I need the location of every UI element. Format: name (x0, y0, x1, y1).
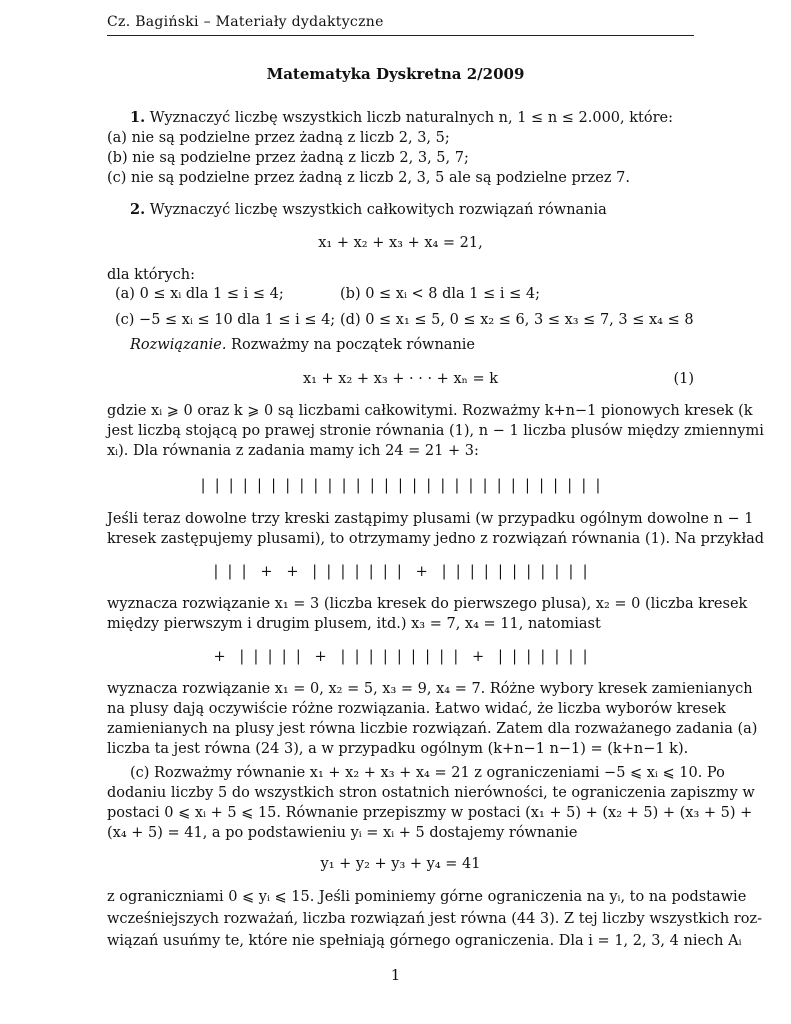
problem2-equation: x₁ + x₂ + x₃ + x₄ = 21, (318, 235, 483, 251)
problem1-intro (130, 108, 694, 128)
bars-diagram-2: | | | + + | | | | | | | + | | | | | | | | | | | (213, 564, 588, 580)
equation-2: y₁ + y₂ + y₃ + y₄ = 41 (320, 856, 481, 872)
paragraph-line: postaci 0 ⩽ xᵢ + 5 ⩽ 15. Równanie przepiszmy w postaci (x₁ + 5) + (x₂ + 5) + (x₃ + 5) + (107, 805, 753, 821)
problem2-intro-text: Wyznaczyć liczbę wszystkich całkowitych rozwiązań równania (149, 202, 607, 218)
paragraph-line: (c) Rozważmy równanie x₁ + x₂ + x₃ + x₄ = 21 z ograniczeniami −5 ⩽ xᵢ ⩽ 10. Po (130, 765, 725, 781)
document-title: Matematyka Dyskretna 2/2009 (266, 65, 525, 83)
paragraph-line: (x₄ + 5) = 41, a po podstawieniu yᵢ = xᵢ + 5 dostajemy równanie (107, 825, 578, 841)
bars-diagram-3: + | | | | | + | | | | | | | | | + | | | | | | | (213, 649, 588, 665)
header-rule (107, 35, 694, 36)
problem2-number: 2. (130, 201, 146, 218)
paragraph-line: kresek zastępujemy plusami), to otrzymamy jedno z rozwiązań równania (1). Na przykład (107, 531, 765, 547)
paragraph-line: między pierwszym i drugim plusem, itd.) x₃ = 7, x₄ = 11, natomiast (107, 616, 601, 632)
problem1-c: (c) nie są podzielne przez żadną z liczb 2, 3, 5 ale są podzielne przez 7. (107, 170, 630, 186)
bars-diagram-1: | | | | | | | | | | | | | | | | | | | | | | | | | | | | | (200, 478, 601, 494)
paragraph-line: liczba ta jest równa (24 3), a w przypadku ogólnym (k+n−1 n−1) = (k+n−1 k). (107, 741, 689, 757)
solution-intro-text: Rozważmy na początek równanie (231, 337, 476, 353)
paragraph-line: wiązań usuńmy te, które nie spełniają górnego ograniczenia. Dla i = 1, 2, 3, 4 niech Aᵢ (107, 933, 742, 949)
solution-label: Rozwiązanie. (130, 337, 227, 353)
paragraph-line: jest liczbą stojącą po prawej stronie równania (1), n − 1 liczba plusów między zmiennymi (107, 423, 764, 439)
paragraph-line: dodaniu liczby 5 do wszystkich stron ostatnich nierówności, te ograniczenia zapiszmy w (107, 785, 755, 801)
paragraph-line: z ograniczniami 0 ⩽ yᵢ ⩽ 15. Jeśli pominiemy górne ograniczenia na yᵢ, to na podstawie (107, 889, 747, 905)
paragraph-line: na plusy dają oczywiście różne rozwiązania. Łatwo widać, że liczba wyborów kresek (107, 701, 726, 717)
paragraph-line: gdzie xᵢ ⩾ 0 oraz k ⩾ 0 są liczbami całkowitymi. Rozważmy k+n−1 pionowych kresek (k (107, 403, 753, 419)
problem1-b: (b) nie są podzielne przez żadną z liczb 2, 3, 5, 7; (107, 150, 469, 166)
problem1-number: 1. (130, 109, 146, 126)
paragraph-line: zamienianych na plusy jest równa liczbie rozwiązań. Zatem dla rozważanego zadania (a) (107, 721, 758, 737)
page-number: 1 (390, 966, 401, 984)
problem2-d: (d) 0 ≤ x₁ ≤ 5, 0 ≤ x₂ ≤ 6, 3 ≤ x₃ ≤ 7, 3 ≤ x₄ ≤ 8 (340, 312, 694, 328)
problem1-intro-text: Wyznaczyć liczbę wszystkich liczb naturalnych n, 1 ≤ n ≤ 2.000, które: (149, 110, 673, 126)
problem2-a: (a) 0 ≤ xᵢ dla 1 ≤ i ≤ 4; (115, 286, 284, 302)
problem1-a: (a) nie są podzielne przez żadną z liczb 2, 3, 5; (107, 130, 450, 146)
equation-1: x₁ + x₂ + x₃ + · · · + xₙ = k (302, 371, 499, 387)
paragraph-line: Jeśli teraz dowolne trzy kreski zastąpimy plusami (w przypadku ogólnym dowolne n − 1 (107, 511, 754, 527)
paragraph-line: wcześniejszych rozważań, liczba rozwiązań jest równa (44 3). Z tej liczby wszystkich roz- (107, 911, 762, 927)
equation-1-number: (1) (673, 371, 694, 387)
paragraph-line: wyznacza rozwiązanie x₁ = 0, x₂ = 5, x₃ = 9, x₄ = 7. Różne wybory kresek zamienianych (107, 681, 753, 697)
paragraph-line: wyznacza rozwiązanie x₁ = 3 (liczba kresek do pierwszego plusa), x₂ = 0 (liczba kresek (107, 596, 748, 612)
running-header: Cz. Bagiński – Materiały dydaktyczne (107, 14, 384, 30)
paragraph-line: xᵢ). Dla równania z zadania mamy ich 24 = 21 + 3: (107, 443, 479, 459)
problem2-for-which: dla których: (107, 267, 195, 283)
problem2-b: (b) 0 ≤ xᵢ < 8 dla 1 ≤ i ≤ 4; (340, 286, 540, 302)
problem2-c: (c) −5 ≤ xᵢ ≤ 10 dla 1 ≤ i ≤ 4; (115, 312, 336, 328)
solution-intro (130, 335, 694, 355)
problem2-intro (130, 200, 694, 220)
